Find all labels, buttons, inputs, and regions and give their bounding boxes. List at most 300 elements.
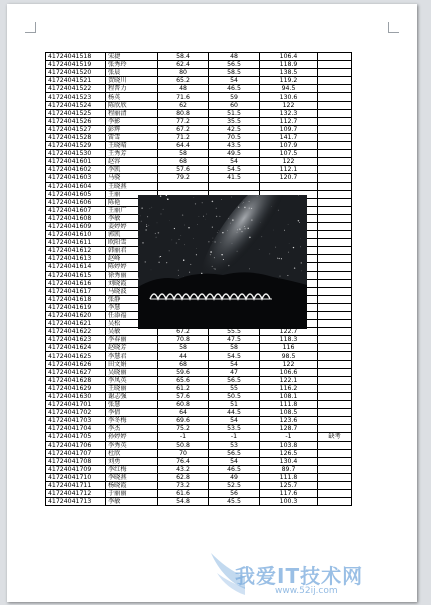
note-cell xyxy=(318,417,352,425)
score1-cell: 80.8 xyxy=(158,109,209,117)
student-name-cell: 王丽广 xyxy=(106,206,158,214)
star xyxy=(288,224,289,225)
score1-cell: 58 xyxy=(158,150,209,158)
score1-cell: 65.6 xyxy=(158,376,209,384)
star xyxy=(237,230,238,231)
total-cell: 107.5 xyxy=(260,150,318,158)
student-name-cell: 任添福 xyxy=(106,312,158,320)
note-cell xyxy=(318,222,352,230)
total-cell: 116.2 xyxy=(260,384,318,392)
score2-cell: 54 xyxy=(209,77,260,85)
student-name-cell: 李秀英 xyxy=(106,441,158,449)
table-row xyxy=(46,150,352,158)
star xyxy=(212,266,213,267)
note-cell xyxy=(318,481,352,489)
table-row xyxy=(46,53,352,61)
student-id-cell: 41724041522 xyxy=(46,85,106,93)
student-id-cell: 41724041704 xyxy=(46,425,106,433)
student-name-cell: 张静 xyxy=(106,295,158,303)
star xyxy=(242,231,243,232)
star xyxy=(278,210,279,211)
star xyxy=(212,227,213,228)
student-name-cell: 李倩 xyxy=(106,409,158,417)
star xyxy=(193,238,194,239)
star xyxy=(293,247,294,248)
night-sky-photo-icon xyxy=(138,195,307,329)
student-name-cell: 程丽清 xyxy=(106,109,158,117)
score2-cell: 59 xyxy=(209,93,260,101)
total-cell: 100.3 xyxy=(260,498,318,506)
total-cell: 108.5 xyxy=(260,409,318,417)
student-id-cell: 41724041610 xyxy=(46,231,106,239)
star xyxy=(150,208,151,209)
crop-mark-top-right xyxy=(388,22,399,33)
table-row xyxy=(46,133,352,141)
note-cell xyxy=(318,93,352,101)
total-cell: 117.6 xyxy=(260,490,318,498)
score1-cell: 62 xyxy=(158,101,209,109)
student-id-cell: 41724041618 xyxy=(46,295,106,303)
table-row xyxy=(46,490,352,498)
star xyxy=(160,256,161,257)
score2-cell: 70.5 xyxy=(209,133,260,141)
score1-cell: 62.8 xyxy=(158,473,209,481)
star xyxy=(184,225,185,226)
student-name-cell: 杜欣 xyxy=(106,449,158,457)
total-cell: 94.5 xyxy=(260,85,318,93)
star xyxy=(166,198,167,199)
student-id-cell: 41724041709 xyxy=(46,465,106,473)
star xyxy=(146,226,147,227)
star xyxy=(163,209,164,210)
note-cell xyxy=(318,166,352,174)
note-cell xyxy=(318,303,352,311)
score1-cell: 68 xyxy=(158,158,209,166)
star xyxy=(219,216,220,217)
score1-cell: 57.6 xyxy=(158,392,209,400)
student-id-cell: 41724041603 xyxy=(46,174,106,182)
total-cell: 122 xyxy=(260,101,318,109)
student-name-cell: 李凤英 xyxy=(106,376,158,384)
note-cell xyxy=(318,109,352,117)
table-row xyxy=(46,498,352,506)
star xyxy=(210,254,211,255)
total-cell: -1 xyxy=(260,433,318,441)
total-cell: 108.1 xyxy=(260,392,318,400)
total-cell: 107.9 xyxy=(260,142,318,150)
note-cell xyxy=(318,150,352,158)
score1-cell: 70.8 xyxy=(158,336,209,344)
student-name-cell: 姜婷婷 xyxy=(106,222,158,230)
table-row xyxy=(46,142,352,150)
star xyxy=(182,214,183,215)
note-cell xyxy=(318,101,352,109)
star xyxy=(298,220,299,221)
star xyxy=(171,240,172,241)
note-cell xyxy=(318,328,352,336)
star xyxy=(214,257,215,258)
star xyxy=(174,228,175,229)
star xyxy=(190,264,191,265)
student-name-cell: 赵容 xyxy=(106,158,158,166)
star xyxy=(214,241,215,242)
star xyxy=(176,243,177,244)
score2-cell: 50.5 xyxy=(209,392,260,400)
table-row xyxy=(46,473,352,481)
score1-cell: 54.8 xyxy=(158,498,209,506)
score1-cell: 57.6 xyxy=(158,166,209,174)
note-cell xyxy=(318,425,352,433)
note-cell xyxy=(318,312,352,320)
star xyxy=(301,271,302,272)
star xyxy=(148,225,149,226)
star xyxy=(181,235,182,236)
star xyxy=(142,242,143,243)
table-row xyxy=(46,417,352,425)
watermark-url: www.52ij.com xyxy=(275,586,338,596)
score2-cell: 56.5 xyxy=(209,376,260,384)
student-id-cell: 41724041713 xyxy=(46,498,106,506)
score2-cell: 49 xyxy=(209,473,260,481)
star xyxy=(216,208,217,209)
note-cell xyxy=(318,263,352,271)
score2-cell: 45.5 xyxy=(209,498,260,506)
score2-cell: 48 xyxy=(209,53,260,61)
student-name-cell: 郭凯 xyxy=(106,231,158,239)
student-name-cell: 孙婷婷 xyxy=(106,433,158,441)
note-cell xyxy=(318,61,352,69)
star xyxy=(238,207,239,208)
student-id-cell: 41724041608 xyxy=(46,214,106,222)
student-name-cell: 宋捷 xyxy=(106,53,158,61)
star xyxy=(287,275,288,276)
student-id-cell: 41724041701 xyxy=(46,401,106,409)
star xyxy=(280,276,281,277)
table-row xyxy=(46,457,352,465)
score2-cell: 58 xyxy=(209,344,260,352)
table-row xyxy=(46,441,352,449)
student-id-cell: 41724041707 xyxy=(46,449,106,457)
student-name-cell: 欧阳雪 xyxy=(106,239,158,247)
star xyxy=(147,216,148,217)
note-cell xyxy=(318,133,352,141)
star xyxy=(223,259,224,260)
note-cell xyxy=(318,182,352,190)
star xyxy=(212,201,214,203)
student-name-cell: 田文娟 xyxy=(106,360,158,368)
watermark-text: 我爱IT技术网 xyxy=(235,564,364,588)
total-cell: 120.7 xyxy=(260,174,318,182)
table-row xyxy=(46,425,352,433)
student-id-cell: 41724041602 xyxy=(46,166,106,174)
star xyxy=(289,243,290,244)
note-cell xyxy=(318,214,352,222)
table-row xyxy=(46,125,352,133)
student-name-cell: 李影 xyxy=(106,117,158,125)
student-id-cell: 41724041623 xyxy=(46,336,106,344)
star xyxy=(243,202,244,203)
student-id-cell: 41724041708 xyxy=(46,457,106,465)
score2-cell: 54 xyxy=(209,360,260,368)
student-name-cell: 李春丽 xyxy=(106,336,158,344)
student-name-cell: 陈欣欣 xyxy=(106,101,158,109)
student-id-cell: 41724041616 xyxy=(46,279,106,287)
table-row xyxy=(46,158,352,166)
star xyxy=(237,232,238,233)
score1-cell: 79.2 xyxy=(158,174,209,182)
student-id-cell: 41724041529 xyxy=(46,142,106,150)
star xyxy=(202,202,203,203)
student-id-cell: 41724041617 xyxy=(46,287,106,295)
student-id-cell: 41724041604 xyxy=(46,182,106,190)
note-cell xyxy=(318,344,352,352)
note-cell xyxy=(318,360,352,368)
score2-cell: 55 xyxy=(209,384,260,392)
star xyxy=(160,195,161,196)
score2-cell: 42.5 xyxy=(209,125,260,133)
score2-cell: 46.5 xyxy=(209,85,260,93)
score1-cell: 67.2 xyxy=(158,328,209,336)
total-cell: 118.9 xyxy=(260,61,318,69)
student-id-cell: 41724041627 xyxy=(46,368,106,376)
star xyxy=(237,251,238,252)
student-name-cell: 彭辉 xyxy=(106,125,158,133)
star xyxy=(210,251,212,253)
student-id-cell: 41724041530 xyxy=(46,150,106,158)
score1-cell: 59.6 xyxy=(158,368,209,376)
star xyxy=(213,238,214,239)
student-name-cell: 陈艳 xyxy=(106,198,158,206)
star xyxy=(228,218,229,219)
total-cell: 123.6 xyxy=(260,417,318,425)
star xyxy=(216,216,217,217)
star xyxy=(178,239,179,240)
night-sky-photo xyxy=(138,195,307,329)
star xyxy=(141,207,142,208)
score1-cell: 76.4 xyxy=(158,457,209,465)
note-cell xyxy=(318,279,352,287)
total-cell: 98.5 xyxy=(260,352,318,360)
score1-cell: 48 xyxy=(158,85,209,93)
score1-cell: 64 xyxy=(158,409,209,417)
star xyxy=(259,249,260,250)
star xyxy=(159,256,160,257)
total-cell: 138.5 xyxy=(260,69,318,77)
score1-cell: 73.2 xyxy=(158,481,209,489)
student-id-cell: 41724041518 xyxy=(46,53,106,61)
star xyxy=(156,237,157,238)
table-row xyxy=(46,368,352,376)
note-cell xyxy=(318,465,352,473)
score2-cell: 56 xyxy=(209,490,260,498)
star xyxy=(199,216,200,217)
total-cell: 122.7 xyxy=(260,328,318,336)
total-cell: 132.3 xyxy=(260,109,318,117)
star xyxy=(221,254,222,255)
student-name-cell: 李冬梅 xyxy=(106,417,158,425)
star xyxy=(244,228,245,229)
star xyxy=(248,228,249,229)
student-name-cell: 韩丽君 xyxy=(106,247,158,255)
note-cell xyxy=(318,336,352,344)
student-id-cell: 41724041528 xyxy=(46,133,106,141)
total-cell: 109.7 xyxy=(260,125,318,133)
total-cell: 130.4 xyxy=(260,457,318,465)
total-cell: 122.1 xyxy=(260,376,318,384)
student-name-cell: 陈婷婷 xyxy=(106,263,158,271)
student-id-cell: 41724041612 xyxy=(46,247,106,255)
score1-cell: 60.8 xyxy=(158,401,209,409)
table-row xyxy=(46,465,352,473)
star xyxy=(157,223,158,224)
student-name-cell: 王晓丽 xyxy=(106,384,158,392)
note-cell xyxy=(318,320,352,328)
star xyxy=(249,269,250,270)
star xyxy=(197,225,198,226)
star xyxy=(203,216,204,217)
student-name-cell: 王晓晴 xyxy=(106,142,158,150)
note-cell xyxy=(318,69,352,77)
student-name-cell: 杨晓霞 xyxy=(106,481,158,489)
total-cell: 112.7 xyxy=(260,117,318,125)
student-name-cell: 雷雪 xyxy=(106,133,158,141)
note-cell xyxy=(318,384,352,392)
star xyxy=(208,241,209,242)
star xyxy=(231,197,232,198)
star xyxy=(241,227,242,228)
total-cell: 130.6 xyxy=(260,93,318,101)
note-cell xyxy=(318,198,352,206)
score2-cell: 56.5 xyxy=(209,449,260,457)
note-cell xyxy=(318,85,352,93)
note-cell xyxy=(318,117,352,125)
student-id-cell: 41724041624 xyxy=(46,344,106,352)
table-row xyxy=(46,401,352,409)
student-id-cell: 41724041621 xyxy=(46,320,106,328)
total-cell: 122 xyxy=(260,158,318,166)
table-row xyxy=(46,384,352,392)
star xyxy=(158,262,159,263)
document-page xyxy=(7,4,417,602)
star xyxy=(221,242,222,243)
star xyxy=(232,243,233,244)
table-row xyxy=(46,392,352,400)
score1-cell: 75.2 xyxy=(158,425,209,433)
student-name-cell: 李敏 xyxy=(106,498,158,506)
student-name-cell: 马骁 xyxy=(106,174,158,182)
student-id-cell: 41724041615 xyxy=(46,271,106,279)
note-cell xyxy=(318,53,352,61)
note-cell xyxy=(318,368,352,376)
note-cell xyxy=(318,449,352,457)
star xyxy=(275,247,276,248)
star xyxy=(196,248,197,249)
total-cell: 103.8 xyxy=(260,441,318,449)
note-cell xyxy=(318,295,352,303)
star xyxy=(301,262,303,264)
note-cell xyxy=(318,498,352,506)
student-name-cell: 马晓波 xyxy=(106,287,158,295)
crop-mark-top-left xyxy=(25,22,36,33)
table-row xyxy=(46,360,352,368)
total-cell: 106.6 xyxy=(260,368,318,376)
student-name-cell: 王晓燕 xyxy=(106,182,158,190)
table-row xyxy=(46,433,352,441)
star xyxy=(145,261,147,263)
star xyxy=(221,199,222,200)
star xyxy=(214,268,215,269)
student-name-cell: 谢志强 xyxy=(106,392,158,400)
student-name-cell: 贺晓川 xyxy=(106,77,158,85)
star xyxy=(242,203,243,204)
star xyxy=(215,269,216,270)
star xyxy=(166,262,167,263)
star xyxy=(273,230,274,231)
star xyxy=(178,270,179,271)
total-cell: 111.8 xyxy=(260,473,318,481)
student-id-cell: 41724041613 xyxy=(46,255,106,263)
table-row xyxy=(46,166,352,174)
table-row xyxy=(46,101,352,109)
score2-cell: 47.5 xyxy=(209,336,260,344)
total-cell: 116 xyxy=(260,344,318,352)
student-name-cell: 吴松 xyxy=(106,320,158,328)
score1-cell: 70 xyxy=(158,449,209,457)
score2-cell: -1 xyxy=(209,433,260,441)
note-cell xyxy=(318,255,352,263)
note-cell xyxy=(318,376,352,384)
score1-cell: 67.2 xyxy=(158,125,209,133)
star xyxy=(300,246,301,247)
table-row xyxy=(46,352,352,360)
star xyxy=(151,270,152,271)
star xyxy=(244,226,245,227)
score1-cell: 64.4 xyxy=(158,142,209,150)
score2-cell: 54.5 xyxy=(209,352,260,360)
note-cell xyxy=(318,473,352,481)
score1-cell: 44 xyxy=(158,352,209,360)
star xyxy=(281,258,282,259)
star xyxy=(269,254,270,255)
table-row xyxy=(46,182,352,190)
student-id-cell: 41724041706 xyxy=(46,441,106,449)
star xyxy=(158,232,160,234)
star xyxy=(161,214,162,215)
star xyxy=(244,207,246,209)
score2-cell: 54 xyxy=(209,417,260,425)
student-name-cell: 张秀玲 xyxy=(106,61,158,69)
star xyxy=(189,272,190,273)
table-row xyxy=(46,85,352,93)
student-name-cell: 张晨 xyxy=(106,69,158,77)
note-cell xyxy=(318,125,352,133)
star xyxy=(232,219,233,220)
star xyxy=(249,237,250,238)
score2-cell: 53.5 xyxy=(209,425,260,433)
star xyxy=(251,208,252,209)
table-row xyxy=(46,77,352,85)
student-id-cell: 41724041606 xyxy=(46,198,106,206)
score2-cell: 44.5 xyxy=(209,409,260,417)
total-cell: 141.7 xyxy=(260,133,318,141)
student-id-cell: 41724041626 xyxy=(46,360,106,368)
student-id-cell: 41724041609 xyxy=(46,222,106,230)
note-cell xyxy=(318,190,352,198)
student-name-cell: 吴晓丽 xyxy=(106,368,158,376)
score1-cell: 68 xyxy=(158,360,209,368)
total-cell: 126.5 xyxy=(260,449,318,457)
student-id-cell: 41724041520 xyxy=(46,69,106,77)
